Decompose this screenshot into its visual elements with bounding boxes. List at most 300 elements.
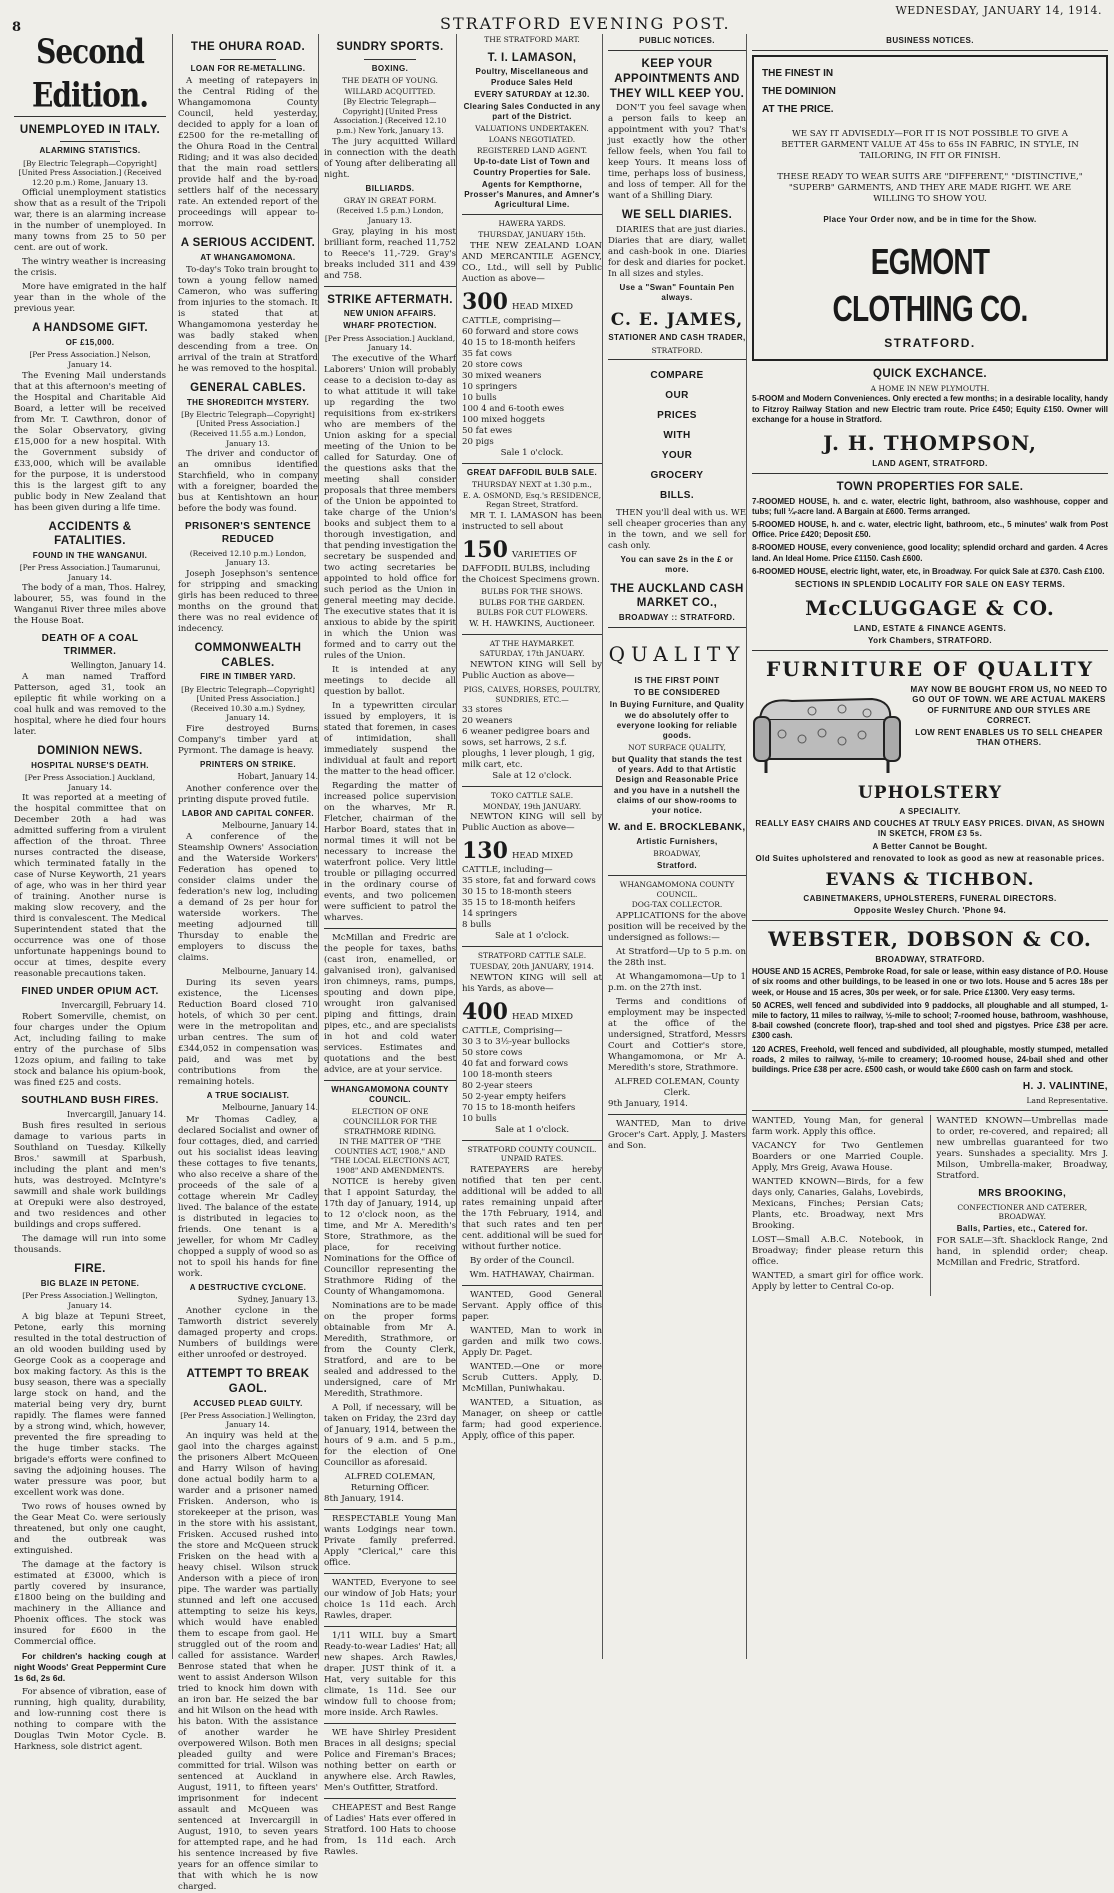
classified-ad: WANTED, Man to drive Grocer's Cart. Apply, J. Masters and Son. [608,1118,746,1151]
auction-text: NEWTON KING will sell at his Yards, as above— [462,972,602,994]
article-heading: DOMINION NEWS. [37,745,143,758]
ad-text: SECTIONS IN SPLENDID LOCALITY FOR SALE ON EASY TERMS. [794,580,1066,590]
article-paragraph: Another conference over the printing dispute proved futile. [178,783,318,805]
ad-text: Place Your Order now, and be in time for the Show. [823,215,1037,225]
ad-line: THE DOMINION [762,86,836,98]
auction-heading: HAWERA YARDS. [498,219,566,229]
ad-line: VALUATIONS UNDERTAKEN. [475,124,589,134]
ad-line: COMPARE [650,370,704,382]
article-paragraph: Official unemployment statistics show that as a result of the Tripoli war, there is an alarming increase in the number of unemployed. In many towns from 25 to 50 per cent. are out of work. [14,188,166,254]
article-paragraph: An inquiry was held at the gaol into the charges against the prisoners Albert McQueen and Harry Wilson of having done actual bodily harm to a warder and a prisoner named Frisken. Anderson, who is storekeeper at the prison, was in the store with his assistant, Frisken. Accused rushed into the store and McQueen struck Frisken on the head with a heavy chisel. Wilson struck Anderson with a piece of iron pipe. The warder was partially stunned and left one accused attempting to seize his keys, which would have enabled them to escape from gaol. He struggled out of the room and called for assistance. Warder Benrose stated that when he went to assist Anderson Wilson tried to knock him down with an iron bar. He seized the bar and hit Wilson on the head with his baton. With the assistance of another warder he overpowered Wilson. Both men pleaded guilty and were committed for trial. Wilson was sentenced at Auckland in August, 1911, to fifteen years' imprisonment for indecent assault and McQueen was sentenced at Invercargill in August, 1910, to seven years for attempted rape, and he had his sentence increased by five years for an offence similar to that with which he is now charged. [178,1431,318,1893]
ad-subheading: LAND AGENT, STRATFORD. [872,458,988,468]
column-5 [602,34,751,1659]
list-item: 50 store cows [462,1047,523,1058]
list-item: 50 2-year empty heifers [462,1091,566,1102]
ad-text: 5-ROOM and Modern Conveniences. Only erected a few months; in a desirable locality, handy to Fitzroy Railway Station and new Electric tram route. Price £450; Equity £150. Owner will exchange for a house in Stratford. [752,394,1108,424]
auction-text: MR T. I. LAMASON has been instructed to sell about [462,510,602,532]
notice-subheading: ELECTION OF ONE COUNCILLOR FOR THE STRATHMORE RIDING. [342,1107,437,1136]
list-item: 20 weaners [462,716,513,727]
article-subheading: BOXING. [371,63,409,73]
article-source: [Per Press Association.] Auckland, January 14. [24,773,156,792]
divan-sketch-icon [752,689,902,779]
list-item: 30 mixed weaners [462,370,542,381]
divider [752,473,1108,474]
list-item: 10 bulls [462,1113,497,1124]
list-item: 40 fat and forward cows [462,1058,569,1069]
issue-date: WEDNESDAY, JANUARY 14, 1914. [895,4,1102,17]
article-heading: FINED UNDER OPIUM ACT. [21,986,159,998]
property-listing: HOUSE AND 15 ACRES, Pembroke Road, for sale or lease, within easy distance of P.O. House of six rooms and other buildings, to be leased in one or two lots. House and 5 acres 18s per week, or House and 15 acres, 30s per week, or for sale. Price £1300. Very easy terms. [752,967,1108,997]
article-paragraph: A meeting of ratepayers in the Central Riding of the Whangamomona County Council, held yesterday, decided to apply for a loan of £2500 for the re-metalling of the Ohura Road in the Central Riding; and it was also decided that the main road settlers provide half and the by-road settlers half of the necessary rate. An extended report of the proceedings will appear to-morrow. [178,75,318,229]
article-heading: COMMONWEALTH CABLES. [194,642,302,669]
list-item: 35 fat cows [462,348,512,359]
divider [752,650,1108,651]
auction-sale-time: Sale at 1 o'clock. [494,931,570,942]
article-subheading: FIRE IN TIMBER YARD. [200,672,296,682]
notice-date: 8th January, 1914. [324,1493,404,1504]
divider [324,1723,456,1724]
auction-sale-time: Sale at 12 o'clock. [492,771,572,782]
article-heading: THE OHURA ROAD. [190,41,306,53]
auction-date: MONDAY, 19th JANUARY. [482,801,582,811]
list-item: 14 springers [462,909,518,920]
ad-text: but Quality that stands the test of years. Add to that Artistic Design and Reasonable Price and you have in a nutshell the claims of our show-rooms to your notice. [611,754,743,816]
classified-ad: WANTED, a smart girl for office work. Apply by letter to Central Co-op. [752,1270,924,1292]
auction-date: SATURDAY, 17th JANUARY. [479,649,585,659]
article-source: [Per Press Association.] Auckland, January 14. [324,333,456,353]
article-subheading: BIG BLAZE IN PETONE. [40,1279,140,1289]
article-paragraph: A conference of the Steamship Owners' Association and the Waterside Workers' Federation has opened to consider claims under the federation's new log, including a demand of 2s per hour for waterside workers. The meeting adjourned till Thursday to enable the employers to discuss the claims. [178,832,318,963]
article-dateline: Hobart, January 14. [237,772,318,782]
ad-text: Up-to-date List of Town and Country Properties for Sale. [473,157,591,177]
divider [60,141,121,142]
notice-paragraph: At Whangamomona—Up to 1 p.m. on the 27th inst. [608,971,746,993]
classifieds [752,1115,1108,1296]
ad-heading: QUALITY [608,642,746,667]
article-paragraph: A big blaze at Tepuni Street, Petone, early this morning resulted in the total destruction of an old wooden building used by George Cook as a cooperage and box making factory. As this is the busy season, there was a specially large stock on hand, and the material being very dry, burnt rapidly. The flames were fanned by a strong wind, which, however, prevented the fire spreading to the huge timber stacks. The brigade's efforts were confined to saving the adjoining houses. The water pressure was poor, but excellent work was done. [14,1311,166,1498]
article-paragraph: In a typewritten circular issued by employers, it is stated that foremen, in cases of intimidation, shall immediately suspend the individual at fault and report the matter to the head officer. [324,700,456,777]
article-paragraph: Another cyclone in the Tamworth district severely damaged property and crops. Numbers of buildings were either unroofed or destroyed. [178,1306,318,1361]
article-subheading: BILLIARDS. [365,183,415,193]
property-listing: 7-ROOMED HOUSE, h. and c. water, electric light, bathroom, also washhouse, copper and tubs; full ¼-acre land. A Bargain at £600. Terms arranged. [752,496,1108,516]
article-dateline: Wellington, January 14. [70,660,166,670]
classified-ad: CHEAPEST and Best Range of Ladies' Hats ever offered in Stratford. 100 Hats to choose from, 1s 11d each. Arch Rawles. [324,1802,456,1857]
article-paragraph: To-day's Toko train brought to town a young fellow named Cameron, who was suffering from injuries to the stomach. It is stated that at Whangamomona yesterday he was badly staked when descending from a tree. On arrival of the train at Stratford he was removed to the hospital. [178,264,318,374]
list-item: 60 forward and store cows [462,326,579,337]
article-paragraph: Joseph Josephson's sentence for stripping and smacking girls has been reduced to three months on the ground that there was no real evidence of indecency. [178,569,318,635]
list-item: 8 bulls [462,920,492,931]
classified-ad: LOST—Small A.B.C. Notebook, in Broadway; finder please return this office. [752,1234,924,1267]
article-source: (Received 12.10 p.m.) London, January 13. [189,548,307,568]
ad-text: In Buying Furniture, and Quality we do absolutely offer to everyone looking for reliable goods. [609,700,745,741]
article-subheading: AT WHANGAMOMONA. [200,252,296,262]
auction-list [462,1037,602,1125]
article-subheading: LABOR AND CAPITAL CONFER. [181,808,315,818]
article-source: [By Electric Telegraph—Copyright] [United Press Association.] (Received 12.20 p.m.) Rome, January 13. [18,158,162,187]
list-item: 35 store, fat and forward cows [462,876,596,887]
ad-place: STRATFORD. [651,345,703,355]
list-item: 70 15 to 18-month heifers [462,1102,576,1113]
ad-text: A Better Cannot be Bought. [872,841,988,851]
article-heading: SUNDRY SPORTS. [336,41,444,53]
ad-text: Agents for Kempthorne, Prosser's Manures, and Amner's Agricultural Lime. [464,179,600,210]
property-listing: 50 ACRES, well fenced and subdivided into 9 paddocks, all ploughable and all stumped, 1-mile to factory, 11 miles to railway, ½-mile to school; 7-roomed house, bathroom, washhouse, 8-bail cowshed (concrete floor), trap-shed and tool shed and pigstyes. Price £38 per acre. £300 cash. [752,1000,1108,1041]
ad-subheading: CABINETMAKERS, UPHOLSTERERS, FUNERAL DIRECTORS. [803,893,1057,903]
section-label: BUSINESS NOTICES. [886,36,974,45]
auction-unit: VARIETIES OF DAFFODIL BULBS, including the Choicest Specimens grown. [462,549,600,585]
auction-heading: STRATFORD CATTLE SALE. [477,951,587,961]
divider [608,875,746,876]
ad-line: THE FINEST IN [762,68,834,80]
notice-paragraph: APPLICATIONS for the above position will be received by the undersigned as follows:— [608,910,746,943]
auction-date: THURSDAY, JANUARY 15th. [478,230,586,240]
auction-heading: GREAT DAFFODIL BULB SALE. [466,467,598,477]
divider [608,1114,746,1115]
article-heading: UNEMPLOYED IN ITALY. [19,123,161,136]
ad-text: CONFECTIONER AND CATERER, BROADWAY. [957,1202,1088,1222]
notice-paragraph: RATEPAYERS are hereby notified that ten per cent. additional will be added to all rates remaining unpaid after the 17th February, 1914, and that such rates and ten per cent. additional will be sued for without further notice. [462,1164,602,1252]
article-subheading: THE DEATH OF YOUNG. [342,75,438,85]
divider [462,1140,602,1141]
auction-place: E. A. OSMOND, Esq.'s RESIDENCE, Regan Street, Stratford. [462,490,602,510]
article-paragraph: The damage at the factory is estimated at £3000, which is partly covered by insurance, £1800 being on the building and machinery in the Alliance and Phoenix offices. The stock was insured for £600 in the Commercial office. [14,1559,166,1647]
article-dateline: Melbourne, January 14. [221,1103,318,1113]
ad-text: Use a "Swan" Fountain Pen always. [619,283,735,303]
list-item: 35 15 to 18-month heifers [462,898,576,909]
ad-line: AT THE PRICE. [762,104,834,116]
list-item: 80 2-year steers [462,1080,533,1091]
notice-date: 9th January, 1914. [608,1098,688,1109]
article-subheading: WILLARD ACQUITTED. [344,86,436,96]
article-subheading: THE SHOREDITCH MYSTERY. [186,397,310,407]
article-heading: FIRE. [74,1263,106,1276]
ad-text: DIARIES that are just diaries. Diaries that are diary, wallet and cash-book in one. Diaries for desk and diaries for pocket. In all sizes and styles. [608,225,746,280]
ad-subheading: UPHOLSTERY [857,783,1003,804]
list-item: 100 mixed hoggets [462,414,545,425]
column-3 [318,34,461,1857]
ad-place: York Chambers, STRATFORD. [868,636,992,646]
article-subheading: ACCUSED PLEAD GUILTY. [193,1398,303,1408]
article-paragraph: Regarding the matter of increased police supervision on the wharves, Mr R. Fletcher, chairman of the Harbor Board, states that in normal times it will not be necessary to increase the waterfront police. Very little trouble or pillaging occurred in the ordinary course of events, and two policemen were sufficient to patrol the wharves. [324,780,456,923]
list-item: 100 4 and 6-tooth ewes [462,403,565,414]
classified-ad: WANTED.—One or more Scrub Cutters. Apply, D. McMillan, Puniwhakau. [462,1361,602,1394]
section-label: PUBLIC NOTICES. [639,36,715,45]
newspaper-title: STRATFORD EVENING POST. [440,14,731,33]
article-subheading: A DESTRUCTIVE CYCLONE. [189,1282,307,1292]
ad-heading: TOWN PROPERTIES FOR SALE. [836,480,1024,493]
list-item: 30 15 to 18-month steers [462,887,572,898]
article-paragraph: The jury acquitted Willard in connection with the death of Young after deliberating all night. [324,136,456,180]
article-subheading: PRINTERS ON STRIKE. [199,760,297,770]
auction-text: THE NEW ZEALAND LOAN AND MERCANTILE AGENCY, CO., Ltd., will sell by Public Auction as above— [462,240,602,284]
article-paragraph: It was reported at a meeting of the hospital committee that on December 20th a had was admitted suffering from a virulent affection of the throat. Three nurses contracted the disease, which terminated fatally in the case of Nurse Keyworth, 21 years of age, who was in her third year of training. Another nurse is making slow recovery, and the third is convalescent. The Medical Superintendent stated that the occurrence was one of those unfortunate happenings bound to occur at times, despite every reasonable precautions taken. [14,793,166,980]
article-subheading: ALARMING STATISTICS. [39,146,141,156]
divider [462,463,602,464]
auction-count: 150 [462,536,508,563]
article-paragraph: Gray, playing in his most brilliant form, reached 11,752 to Reece's 11,-729. Gray's breaks included 311 and 439 and 758. [324,226,456,281]
notice-subheading: IN THE MATTER OF "THE COUNTIES ACT, 1908," AND "THE LOCAL ELECTIONS ACT, 1908" AND AMENDMENTS. [330,1137,450,1175]
notice-paragraph: NOTICE is hereby given that I appoint Saturday, the 17th day of January, 1914, up to 12 o'clock noon, as the time, and Mr A. Meredith's Store, Strathmore, as the place, for receiving Nominations for the Office of Councillor representing the Strathmore Riding of the County of Whangamomona. [324,1176,456,1297]
ad-text: NOT SURFACE QUALITY, [628,743,726,753]
notice-paragraph: By order of the Council. [470,1255,575,1266]
divider [324,1509,456,1510]
divider [608,50,746,51]
ad-line: WITH [663,430,691,442]
article-heading: STRIKE AFTERMATH. [327,293,453,306]
article-subheading: NEW UNION AFFAIRS. [343,309,437,319]
ad-line: REGISTERED LAND AGENT. [476,145,588,155]
classified-ad: WANTED, Man to work in garden and milk two cows. Apply Dr. Paget. [462,1325,602,1358]
auction-unit: HEAD MIXED CATTLE, comprising— [462,301,574,326]
ad-heading: THE STRATFORD MART. [484,35,580,44]
article-heading: DEATH OF A COAL TRIMMER. [41,633,139,658]
ad-place: STRATFORD. [884,335,976,350]
article-paragraph: The damage will run into some thousands. [14,1234,166,1256]
article-paragraph: Bush fires resulted in serious damage to various parts in Southland on Tuesday. Kilkelly Bros.' sawmill at Sparbush, including the plant and men's huts, was destroyed. McIntyre's sawmill and shale work buildings at Orepuki were also destroyed, and two residences and other buildings and crops suffered. [14,1121,166,1231]
list-item: 30 3 to 3½-year bullocks [462,1036,570,1047]
column-2 [172,34,323,1893]
property-listing: 120 ACRES, Freehold, well fenced and subdivided, all ploughable, mostly stumped, metalled roads, 2 miles to railway, ½-mile to creamery; 10-roomed house, 24-bail shed and other buildings. Price £38 per acre. £500 cash, or would take £600 cash on farm and stock. [752,1044,1108,1075]
ad-heading [762,65,1098,119]
classified-ad: WANTED, Good General Servant. Apply office of this paper. [462,1289,602,1322]
classified-ad: WANTED, a Situation, as Manager, on sheep or cattle farm; had good experience. Apply, office of this paper. [462,1397,602,1441]
classified-ad: RESPECTABLE Young Man wants Lodgings near town. Private family preferred. Apply "Clerical," care this office. [324,1513,456,1568]
ad-name: WEBSTER, DOBSON & CO. [768,927,1092,952]
article-dateline: Invercargill, February 14. [61,1001,166,1011]
ad-heading: QUICK EXCHANCE. [873,367,987,380]
list-item: 40 15 to 18-month heifers [462,337,576,348]
classified-ad: WANTED, Everyone to see our window of Job Hats; your choice 1s 11d each. Arch Rawles, draper. [324,1577,456,1621]
article-source: [Per Press Association.] Taumarunui, January 14. [19,563,161,582]
ad-name: J. H. THOMPSON, [823,431,1037,455]
ad-signature: H. J. VALINTINE, [1022,1081,1108,1093]
article-paragraph: Fire destroyed Burns Company's timber yard at Pyrmont. The damage is heavy. [178,724,318,757]
edition-title: Second Edition. [32,32,148,115]
ad-line: BULBS FOR THE GARDEN. [479,597,585,607]
ad-name: MRS BROOKING, [978,1187,1067,1199]
list-item: 100 18-month steers [462,1069,553,1080]
auction-unit: HEAD MIXED CATTLE, including— [462,851,574,876]
ad-heading: FURNITURE OF QUALITY [766,657,1094,682]
article-paragraph: During its seven years existence, the Licenses Reduction Board closed 710 hotels, of which 30 per cent. were in the metropolitan and urban centres. The sum of £344,052 in compensation was paid, and was met by contributions from the remaining hotels. [178,978,318,1088]
list-item: 10 bulls [462,392,497,403]
auction-text: PIGS, CALVES, HORSES, POULTRY, SUNDRIES, ETC.— [463,684,601,704]
classifieds-left [752,1115,924,1296]
ad-line: PRICES [657,410,697,422]
list-item: 50 fat ewes [462,425,513,436]
ad-name: McCLUGGAGE & CO. [805,596,1055,621]
article-heading: ACCIDENTS & FATALITIES. [48,520,132,548]
list-item: 20 store cows [462,359,523,370]
article-dateline: Invercargill, January 14. [66,1110,166,1120]
divider [324,1798,456,1799]
auction-count: 400 [462,998,508,1025]
article-subheading: LOAN FOR RE-METALLING. [190,63,306,73]
auction-heading: TOKO CATTLE SALE. [490,791,574,801]
ad-name: EGMONT CLOTHING CO. [832,241,1028,329]
article-source: [Per Press Association.] Nelson, January 14. [29,350,151,369]
article-source: [Per Press Association.] Wellington, January 14. [22,1291,158,1310]
ad-heading: WE SELL DIARIES. [621,209,733,222]
advertisement: For absence of vibration, ease of running, high quality, durability, and low-running cost there is nothing to compare with the Douglas Twin Motor Cycle. B. Harkness, sole district agent. [14,1686,166,1752]
notice-signature: ALFRED COLEMAN, County Clerk. [614,1076,740,1098]
ad-text: LOW RENT ENABLES US TO SELL CHEAPER THAN OTHERS. [915,728,1103,748]
ad-subheading: A SPECIALITY. [899,806,961,816]
ad-text: THEN you'll deal with us. WE sell cheaper groceries than any in the town, and we sell for cash only. [608,508,746,552]
article-source: [By Electric Telegraph—Copyright] [United Press Association.] (Received 12.10 p.m.) New York, January 13. [333,97,447,135]
auction-signature: W. H. HAWKINS, Auctioneer. [469,618,595,629]
notice-paragraph: Nominations are to be made on the proper forms obtainable from Mr A. Meredith, Strathmore, or from the County Clerk, Stratford, and are to be sealed and addressed to the undersigned, care of Mr Meredith, Strathmore. [324,1300,456,1399]
divider [324,1626,456,1627]
article-paragraph: More have emigrated in the half year than in the whole of the previous year. [14,282,166,315]
page-number: 8 [12,20,22,35]
notice-paragraph: At Stratford—Up to 5 p.m. on the 28th inst. [608,946,746,968]
auction-text: NEWTON KING will sell by Public Auction as above— [462,812,602,834]
ad-name: EVANS & TICHBON. [825,870,1035,890]
article-paragraph: The body of a man, Thos. Halrey, labourer, 55, was found in the Wanganui River three miles above the House Boat. [14,583,166,627]
ad-subheading: BROADWAY, STRATFORD. [875,954,985,964]
article-subheading: GRAY IN GREAT FORM. [343,195,437,205]
article-source: [Per Press Association.] Wellington, January 14. [180,1410,316,1430]
ad-place: BROADWAY :: STRATFORD. [618,613,736,623]
article-dateline: Sydney, January 13. [237,1294,318,1304]
notice-subheading: DOG-TAX COLLECTOR. [631,900,723,910]
notice-heading: WHANGAMOMONA COUNTY COUNCIL. [331,1084,449,1105]
ad-text: Old Suites upholstered and renovated to look as good as new at reasonable prices. [755,853,1105,863]
ad-text: REALLY EASY CHAIRS AND COUCHES AT TRULY EASY PRICES. DIVAN, AS SHOWN IN SKETCH, FROM £3 5s. [755,819,1105,839]
ad-place: BROADWAY, [653,849,701,859]
auction-list [462,705,602,771]
ad-text: You can save 2s in the £ or more. [620,555,734,575]
article-heading: GENERAL CABLES. [190,381,306,394]
article-heading: A HANDSOME GIFT. [32,322,148,335]
advertisement: For children's hacking cough at night Woods' Great Peppermint Cure 1s 6d, 2s 6d. [14,1650,166,1683]
article-source: [By Electric Telegraph—Copyright] [United Press Association.] (Received 11.55 a.m.) London, January 13. [181,409,315,448]
article-paragraph: The driver and conductor of an omnibus identified Starchfield, who in company with a foreigner, boarded the bus at Kentishtown an hour before the body was found. [178,449,318,515]
notice-paragraph: Terms and conditions of employment may be inspected at the office of the undersigned, Stratford, Messrs Court and Cottier's store, Whangamomona, or Mr A. Meredith's store, Strathmore. [608,996,746,1073]
notice-signature: ALFRED COLEMAN, Returning Officer. [344,1471,436,1493]
notice-heading: WHANGAMOMONA COUNTY COUNCIL. [619,880,735,899]
ad-subheading: TO BE CONSIDERED [633,688,721,698]
article-heading: PRISONER'S SENTENCE REDUCED [184,521,312,546]
list-item: 33 stores [462,705,503,716]
classifieds-right [930,1115,1109,1296]
ad-place: Stratford. [657,860,697,870]
article-subheading: OF £15,000. [65,338,115,348]
auction-count: 130 [462,838,508,865]
article-subheading: FOUND IN THE WANGANUI. [32,550,148,560]
classified-ad: WANTED KNOWN—Birds, for a few days only, Canaries, Galahs, Lovebirds, Mexicans, Finches; Persian Cats; Plants, etc. Broadway, next Mrs Brooking. [752,1176,924,1231]
divider [462,214,602,215]
property-listing: 6-ROOMED HOUSE, electric light, water, etc, in Broadway. For quick Sale at £370. Cash £100. [752,566,1105,576]
property-listing: 8-ROOMED HOUSE, every convenience, good locality; splendid orchard and garden. 4 Acres land. An Ideal Home. Price £1150. Cash £600. [752,543,1108,563]
article-paragraph: Two rows of houses owned by the Gear Meat Co. were seriously threatened, but only one caught, and the outbreak was extinguished. [14,1501,166,1556]
column-6 [746,34,1113,1659]
classified-ad: WANTED, Young Man, for general farm work. Apply this office. [752,1115,924,1137]
auction-list [462,876,602,931]
article-paragraph: The wintry weather is increasing the crisis. [14,257,166,279]
article-heading: ATTEMPT TO BREAK GAOL. [186,1368,310,1395]
egmont-clothing-ad [752,55,1108,361]
classified-ad: VACANCY for Two Gentlemen Boarders or one Married Couple. Apply, Mrs Greig, Avawa House. [752,1140,924,1173]
classified-ad: WANTED KNOWN—Umbrellas made to order, re-covered, and repaired; all new umbrellas guaranteed for two years. Sunshades a speciality. Mrs J. Milson, Umbrella-maker, Broadway, Stratford. [936,1115,1108,1181]
ad-text: THESE READY TO WEAR SUITS ARE "DIFFERENT," "DISTINCTIVE," "SUPERB" GARMENTS, AND THEY ARE MADE RIGHT. WE ARE WILLING TO SHOW YOU. [777,172,1083,205]
notice-paragraph: A Poll, if necessary, will be taken on Friday, the 23rd day of January, 1914, between the hours of 9 a.m. and 5 p.m., for the election of One Councillor as aforesaid. [324,1402,456,1468]
ad-line: LOANS NEGOTIATED. [488,135,576,145]
ad-subheading: IS THE FIRST POINT [634,675,720,685]
advertisement: McMillan and Fredric are the people for taxes, baths (cast iron, enamelled, or galvanised iron), galvanised iron chimneys, rams, pumps, spouting and down pipe, wrought iron galvanised piping and fittings, drain pipes, etc., and are specialists in hot and cold water services. Estimates and quotations and the best advice, are at your service. [324,932,456,1075]
article-dateline: Melbourne, January 14. [221,967,318,976]
divider [752,50,1108,51]
divider [324,286,456,287]
ad-line: YOUR [661,450,693,462]
ad-place: Opposite Wesley Church. 'Phone 94. [853,905,1007,915]
ad-name: THE AUCKLAND CASH MARKET CO., [610,582,744,610]
ad-text: Clearing Sales Conducted in any part of the District. [463,102,601,122]
masthead [0,0,1114,35]
divider [608,627,746,628]
divider [220,59,276,60]
ad-line: BULBS FOR THE SHOWS. [481,586,583,596]
ad-name: C. E. JAMES, [610,309,744,330]
list-item: 6 weaner pedigree boars and sows, set harrows, 2 s.f. ploughs, 1 lever plough, 1 gig, milk cart, etc. [462,727,595,771]
ad-signature: Land Representative. [1026,1096,1108,1106]
divider [462,634,602,635]
classified-ad: FOR SALE—3ft. Shacklock Range, 2nd hand, in splendid order; cheap. McMillan and Fredric, Stratford. [936,1236,1108,1268]
classified-ad: WE have Shirley President Braces in all designs; special Police and Fireman's Braces; nothing better on earth or anywhere else. Arch Rawles, Men's Outfitter, Stratford. [324,1727,456,1793]
article-source: [By Electric Telegraph—Copyright] [United Press Association.] (Received 10.30 a.m.) Sydney, January 14. [181,684,315,723]
classified-ad: 1/11 WILL buy a Smart Ready-to-wear Ladies' Hat; all new shapes. Arch Rawles, draper. JUST think of it. a Hat, very suitable for this climate, 1s 11d. See our window full to choose from; more inside. Arch Rawles. [324,1630,456,1718]
auction-date: THURSDAY NEXT at 1.30 p.m., [472,480,592,490]
ad-heading [608,366,746,506]
article-dateline: Melbourne, January 14. [221,820,318,830]
auction-count: 300 [462,288,508,315]
auction-text: NEWTON KING will Sell by Public Auction as above— [462,659,602,681]
divider [324,1080,456,1081]
ad-text: Balls, Parties, etc., Catered for. [956,1223,1088,1233]
article-subheading: A TRUE SOCIALIST. [206,1091,290,1101]
ad-line: OUR [665,390,689,402]
ad-name: W. and E. BROCKLEBANK, [608,822,746,834]
divider [462,1285,602,1286]
article-paragraph: The Evening Mail understands that at this afternoon's meeting of the Hospital and Charitable Aid Board, a letter will be received from Mr. T. Cawthron, donor of the Solar Observatory, giving £15,000 for a new hospital. With the Government subsidy of £33,000, which will be available for the purpose, it is understood this is the largest gift to any public body in New Zealand that has been given during a life time. [14,370,166,513]
article-paragraph: Robert Somerville, chemist, on four charges under the Opium Act, including failing to make entry of the purchase of 5lbs 12ozs opium, and failing to take stock and balance his opium-book, was fined £25 and costs. [14,1012,166,1089]
ad-heading: KEEP YOUR APPOINTMENTS AND THEY WILL KEEP YOU. [609,58,745,100]
ad-line: BILLS. [659,490,695,502]
property-listing: 5-ROOMED HOUSE, h. and c. water, electric light, bathroom, etc., 5 minutes' walk from Post Office. Price £420; Deposit £50. [752,520,1108,540]
auction-heading: AT THE HAYMARKET. [489,638,575,648]
article-subheading: HOSPITAL NURSE'S DEATH. [31,760,149,770]
ad-line: GROCERY [650,470,704,482]
divider [608,359,746,360]
ad-subheading: A HOME IN NEW PLYMOUTH. [870,383,990,393]
auction-sale-time: Sale 1 o'clock. [500,447,564,458]
article-subheading: WHARF PROTECTION. [343,321,437,331]
divider [324,928,456,929]
divider [462,786,602,787]
article-heading: A SERIOUS ACCIDENT. [180,236,316,249]
divider [324,1573,456,1574]
divider [462,946,602,947]
divider [752,920,1108,921]
divider [364,59,417,60]
ad-text: MAY NOW BE BOUGHT FROM US, NO NEED TO GO OUT OF TOWN. WE ARE ACTUAL MAKERS OF FURNITURE AND OUR STYLES ARE CORRECT. [910,685,1108,725]
ad-line: BULBS FOR CUT FLOWERS. [476,608,588,618]
article-heading: SOUTHLAND BUSH FIRES. [21,1095,159,1107]
notice-signature: Wm. HATHAWAY, Chairman. [469,1269,595,1280]
article-paragraph: It is intended at any meetings to decide all question by ballot. [324,664,456,697]
list-item: 20 pigs [462,436,494,447]
